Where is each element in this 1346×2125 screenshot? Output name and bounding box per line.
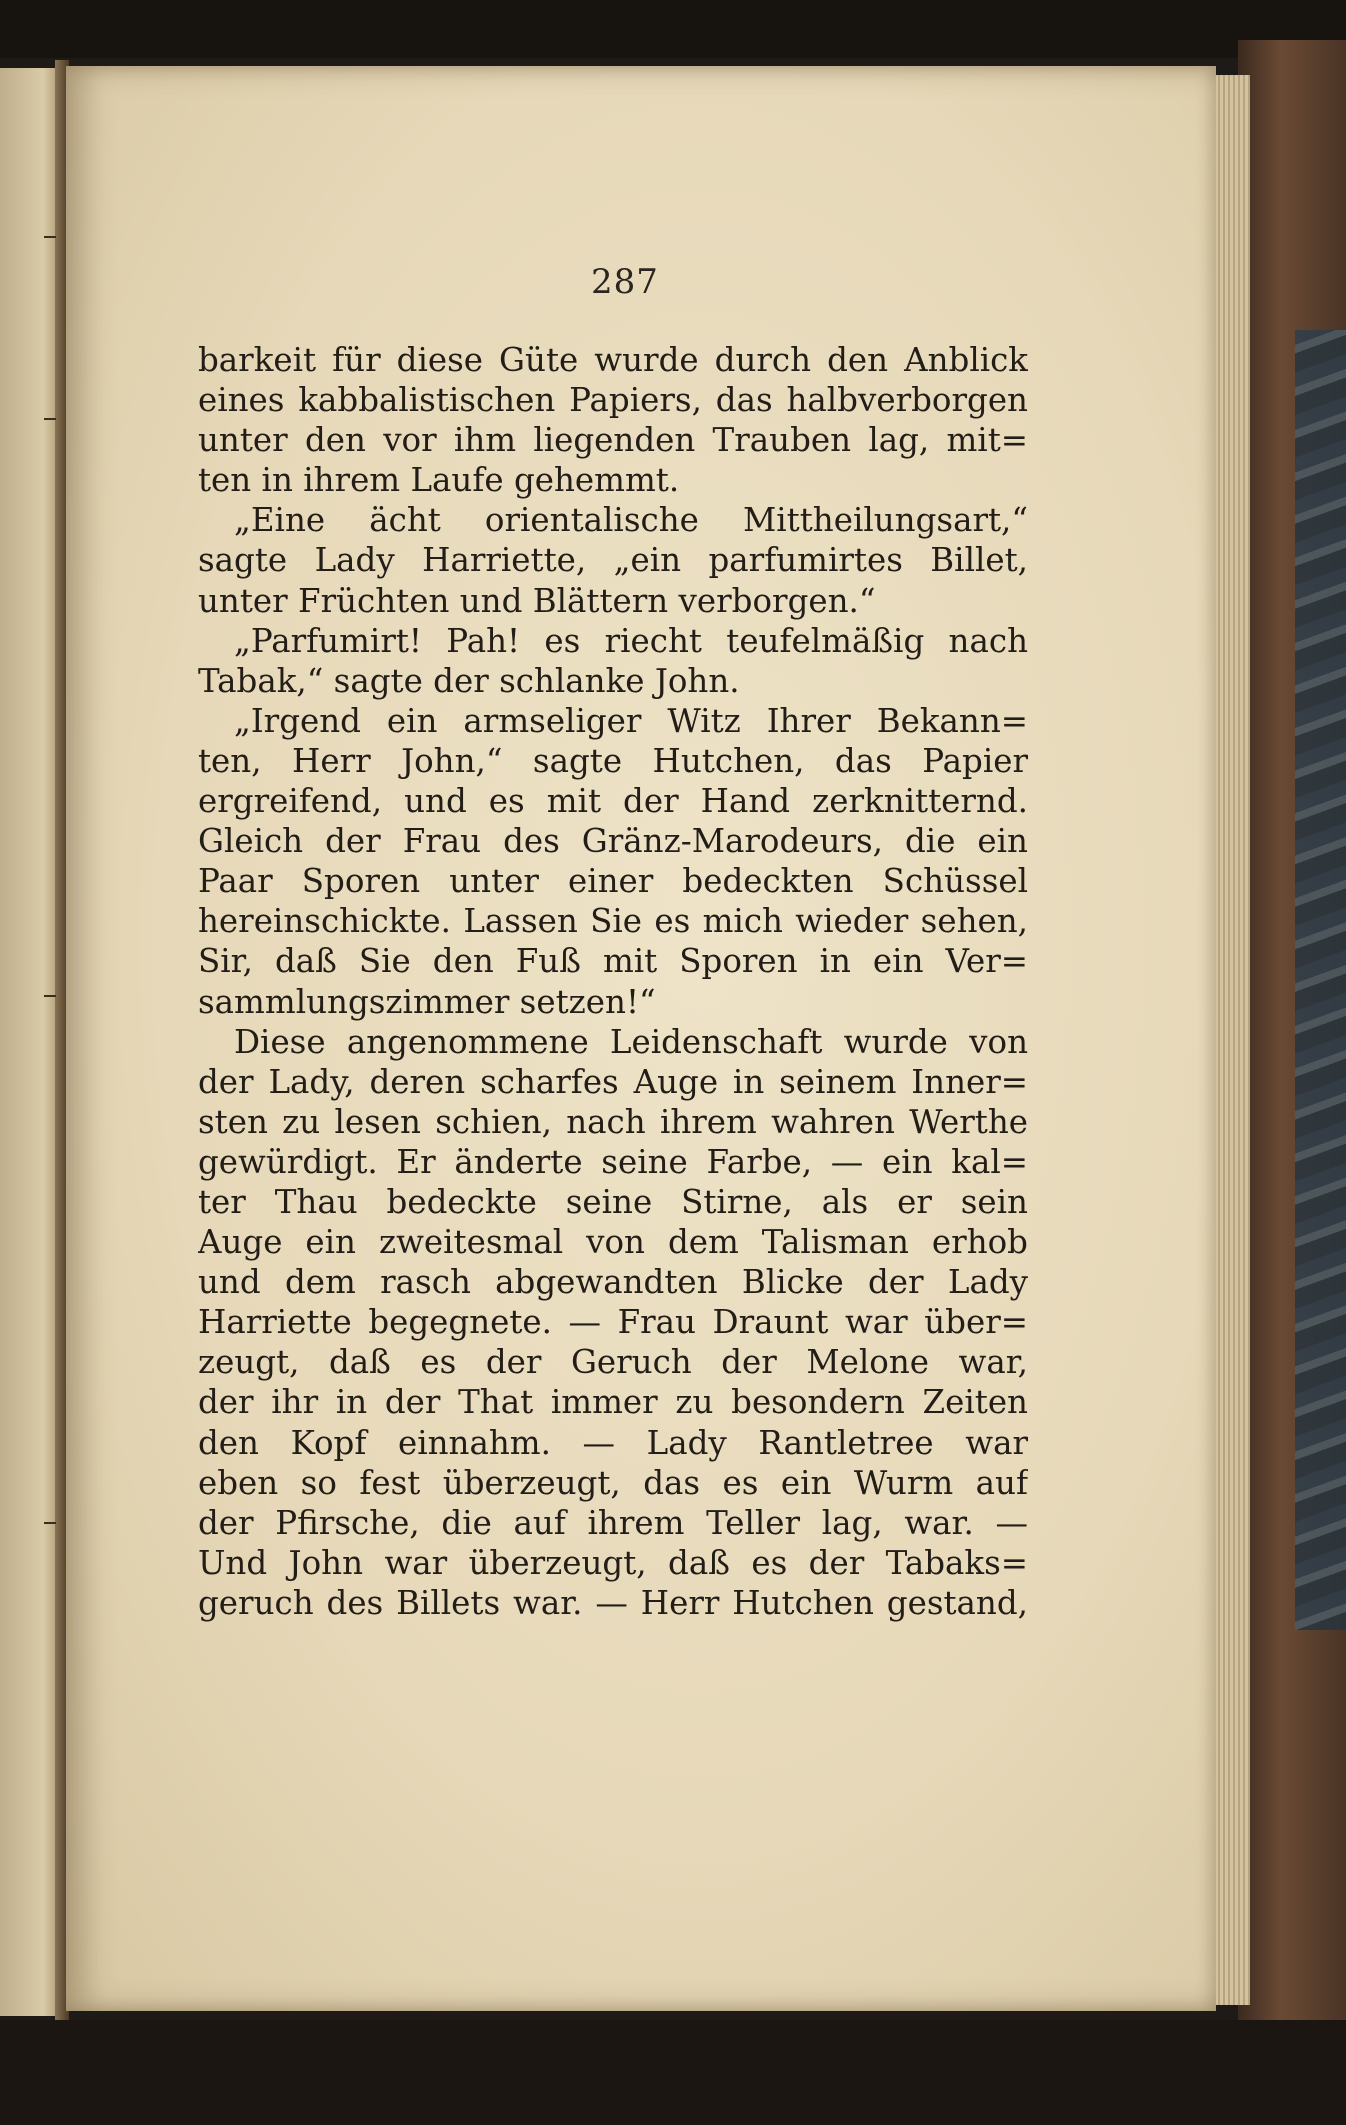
- text-line: ter Thau bedeckte seine Stirne, als er sein: [198, 1182, 1028, 1221]
- marbled-cover: [1295, 330, 1346, 1630]
- text-line: Tabak,“ sagte der schlanke John.: [198, 661, 740, 700]
- text-line: eben so fest überzeugt, das es ein Wurm auf: [198, 1463, 1028, 1502]
- text-line: und dem rasch abgewandten Blicke der Lady: [198, 1263, 1028, 1302]
- text-line: sammlungszimmer setzen!“: [198, 982, 656, 1021]
- text-line: Auge ein zweitesmal von dem Talisman erhob: [198, 1223, 1028, 1262]
- text-line: ergreifend, und es mit der Hand zerknitternd.: [198, 782, 1028, 821]
- text-line: Diese angenommene Leidenschaft wurde von: [234, 1022, 1028, 1061]
- page-text: [198, 340, 1028, 1623]
- text-line: sagte Lady Harriette, „ein parfumirtes Billet,: [198, 541, 1028, 580]
- text-line: sten zu lesen schien, nach ihrem wahren Werthe: [198, 1102, 1028, 1141]
- binding-thread-mark: [44, 1522, 56, 1524]
- text-line: Paar Sporen unter einer bedeckten Schüssel: [198, 862, 1028, 901]
- text-line: unter Früchten und Blättern verborgen.“: [198, 581, 876, 620]
- text-line: barkeit für diese Güte wurde durch den Anblick: [198, 341, 1028, 379]
- text-line: eines kabbalistischen Papiers, das halbverborgen: [198, 381, 1028, 420]
- text-line: Harriette begegnete. — Frau Draunt war über=: [198, 1303, 1028, 1342]
- background-top: [0, 0, 1346, 58]
- text-line: geruch des Billets war. — Herr Hutchen gestand,: [198, 1583, 1028, 1622]
- text-line: „Parfumirt! Pah! es riecht teufelmäßig nach: [234, 621, 1028, 660]
- binding-thread-mark: [44, 236, 56, 238]
- binding-thread-mark: [44, 418, 56, 420]
- text-line: unter den vor ihm liegenden Trauben lag, mit=: [198, 421, 1028, 460]
- text-line: Und John war überzeugt, daß es der Tabaks=: [198, 1543, 1028, 1582]
- left-page-edge: [0, 68, 62, 2016]
- page-edges: [1210, 75, 1250, 2005]
- text-line: Gleich der Frau des Gränz-Marodeurs, die ein: [198, 822, 1028, 861]
- text-line: ten, Herr John,“ sagte Hutchen, das Papier: [198, 741, 1028, 780]
- binding-thread-mark: [44, 995, 56, 997]
- text-line: gewürdigt. Er änderte seine Farbe, — ein kal=: [198, 1142, 1028, 1181]
- text-line: der Pfirsche, die auf ihrem Teller lag, war. —: [198, 1503, 1028, 1542]
- background-bottom: [0, 2020, 1346, 2125]
- text-line: zeugt, daß es der Geruch der Melone war,: [198, 1343, 1028, 1382]
- text-line: den Kopf einnahm. — Lady Rantletree war: [198, 1423, 1028, 1462]
- page-number: 287: [591, 262, 659, 302]
- text-line: der ihr in der That immer zu besondern Zeiten: [198, 1383, 1028, 1422]
- text-line: hereinschickte. Lassen Sie es mich wieder sehen,: [198, 902, 1028, 941]
- text-line: „Irgend ein armseliger Witz Ihrer Bekann=: [234, 701, 1028, 740]
- text-line: Sir, daß Sie den Fuß mit Sporen in ein Ver=: [198, 942, 1028, 981]
- text-line: „Eine ächt orientalische Mittheilungsart,“: [234, 501, 1028, 540]
- text-line: der Lady, deren scharfes Auge in seinem Inner=: [198, 1062, 1028, 1101]
- text-line: ten in ihrem Laufe gehemmt.: [198, 461, 680, 500]
